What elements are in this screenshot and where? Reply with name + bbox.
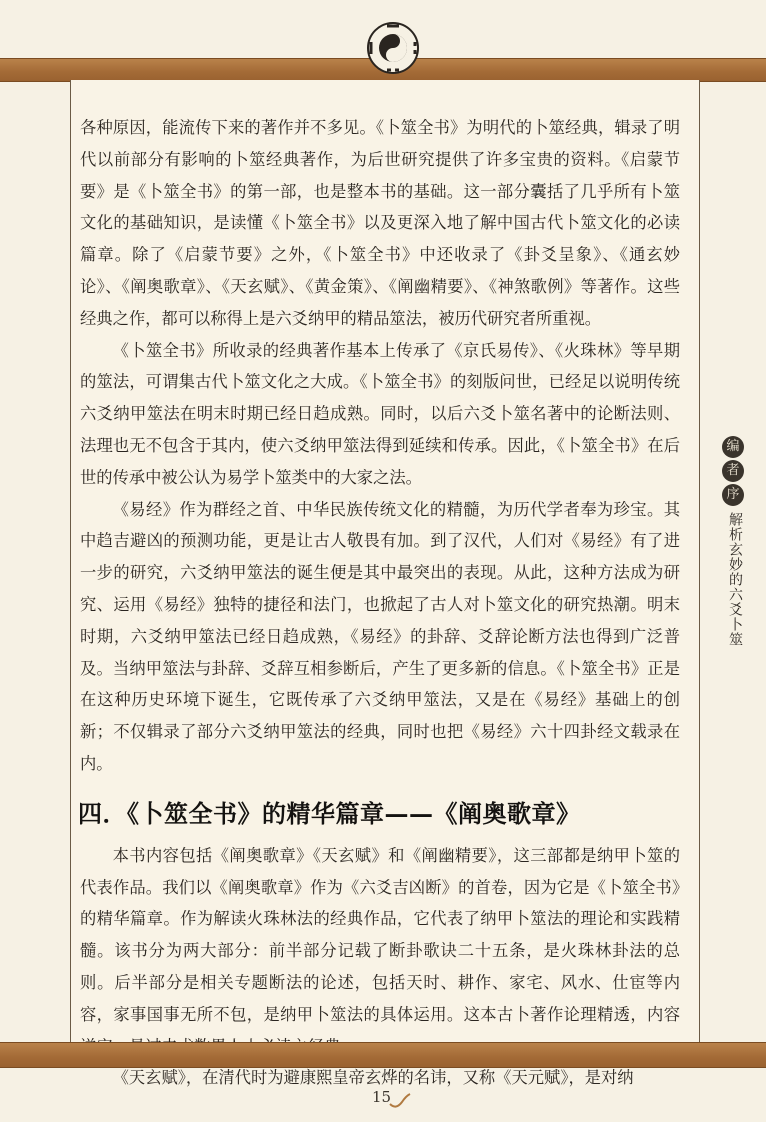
paragraph: 《易经》作为群经之首、中华民族传统文化的精髓，为历代学者奉为珍宝。其中趋吉避凶的预测功能，更是让古人敬畏有加。到了汉代，人们对《易经》有了进一步的研究，六爻纳甲筮法的诞生便是其中最突出的表现。从此，这种方法成为研究、运用《易经》独特的捷径和法门，也掀起了古人对卜筮文化的研究热潮。明末时期，六爻纳甲筮法已经日趋成熟，《易经》的卦辞、爻辞论断方法也得到广泛普及。当纳甲筮法与卦辞、爻辞互相参断后，产生了更多新的信息。《卜筮全书》正是在这种历史环境下诞生，它既传承了六爻纳甲筮法，又是在《易经》基础上的创新；不仅辑录了部分六爻纳甲筮法的经典，同时也把《易经》六十四卦经文载录在内。	[80, 499, 680, 773]
swirl-ornament-icon	[388, 1090, 412, 1110]
side-tab	[718, 436, 748, 647]
side-circle-char: 者	[722, 460, 744, 482]
page-number: 15	[372, 1088, 392, 1106]
side-vertical-title: 解析玄妙的六爻卜筮	[727, 512, 743, 647]
body-text	[80, 112, 680, 1094]
paragraph: 各种原因，能流传下来的著作并不多见。《卜筮全书》为明代的卜筮经典，辑录了明代以前部分有影响的卜筮经典著作，为后世研究提供了许多宝贵的资料。《启蒙节要》是《卜筮全书》的第一部，也是整本书的基础。这一部分囊括了几乎所有卜筮文化的基础知识，是读懂《卜筮全书》以及更深入地了解中国古代卜筮文化的必读篇章。除了《启蒙节要》之外，《卜筮全书》中还收录了《卦爻呈象》、《通玄妙论》、《阐奥歌章》、《天玄赋》、《黄金策》、《阐幽精要》、《神煞歌例》等著作。这些经典之作，都可以称得上是六爻纳甲的精品筮法，被历代研究者所重视。	[80, 118, 680, 328]
paragraph: 《卜筮全书》所收录的经典著作基本上传承了《京氏易传》、《火珠林》等早期的筮法，可谓集古代卜筮文化之大成。《卜筮全书》的刻版问世，已经足以说明传统六爻纳甲筮法在明末时期已经日趋成熟。同时，以后六爻卜筮名著中的论断法则、法理也无不包含于其内，使六爻纳甲筮法得到延续和传承。因此，《卜筮全书》在后世的传承中被公认为易学卜筮类中的大家之法。	[80, 340, 680, 487]
side-circle-char: 编	[722, 436, 744, 458]
side-circle-char: 序	[722, 484, 744, 506]
paragraph: 本书内容包括《阐奥歌章》《天玄赋》和《阐幽精要》，这三部都是纳甲卜筮的代表作品。我们以《阐奥歌章》作为《六爻吉凶断》的首卷，因为它是《卜筮全书》的精华篇章。作为解读火珠林法的经典作品，它代表了纳甲卜筮法的理论和实践精髓。该书分为两大部分：前半部分记载了断卦歌诀二十五条，是火珠林卦法的总则。后半部分是相关专题断法的论述，包括天时、耕作、家宅、风水、仕宦等内容，家事国事无所不包，是纳甲卜筮法的具体运用。这本古卜著作论理精透，内容	[80, 845, 680, 1024]
taiji-bagua-icon	[367, 22, 419, 74]
section-heading: 四．《卜筮全书》的精华篇章——《阐奥歌章》	[78, 798, 581, 828]
paragraph: 《天玄赋》，在清代时为避康熙皇帝玄烨的名讳，又称《天元赋》，是对纳	[112, 1068, 634, 1088]
bottom-decorative-band	[0, 1042, 766, 1068]
